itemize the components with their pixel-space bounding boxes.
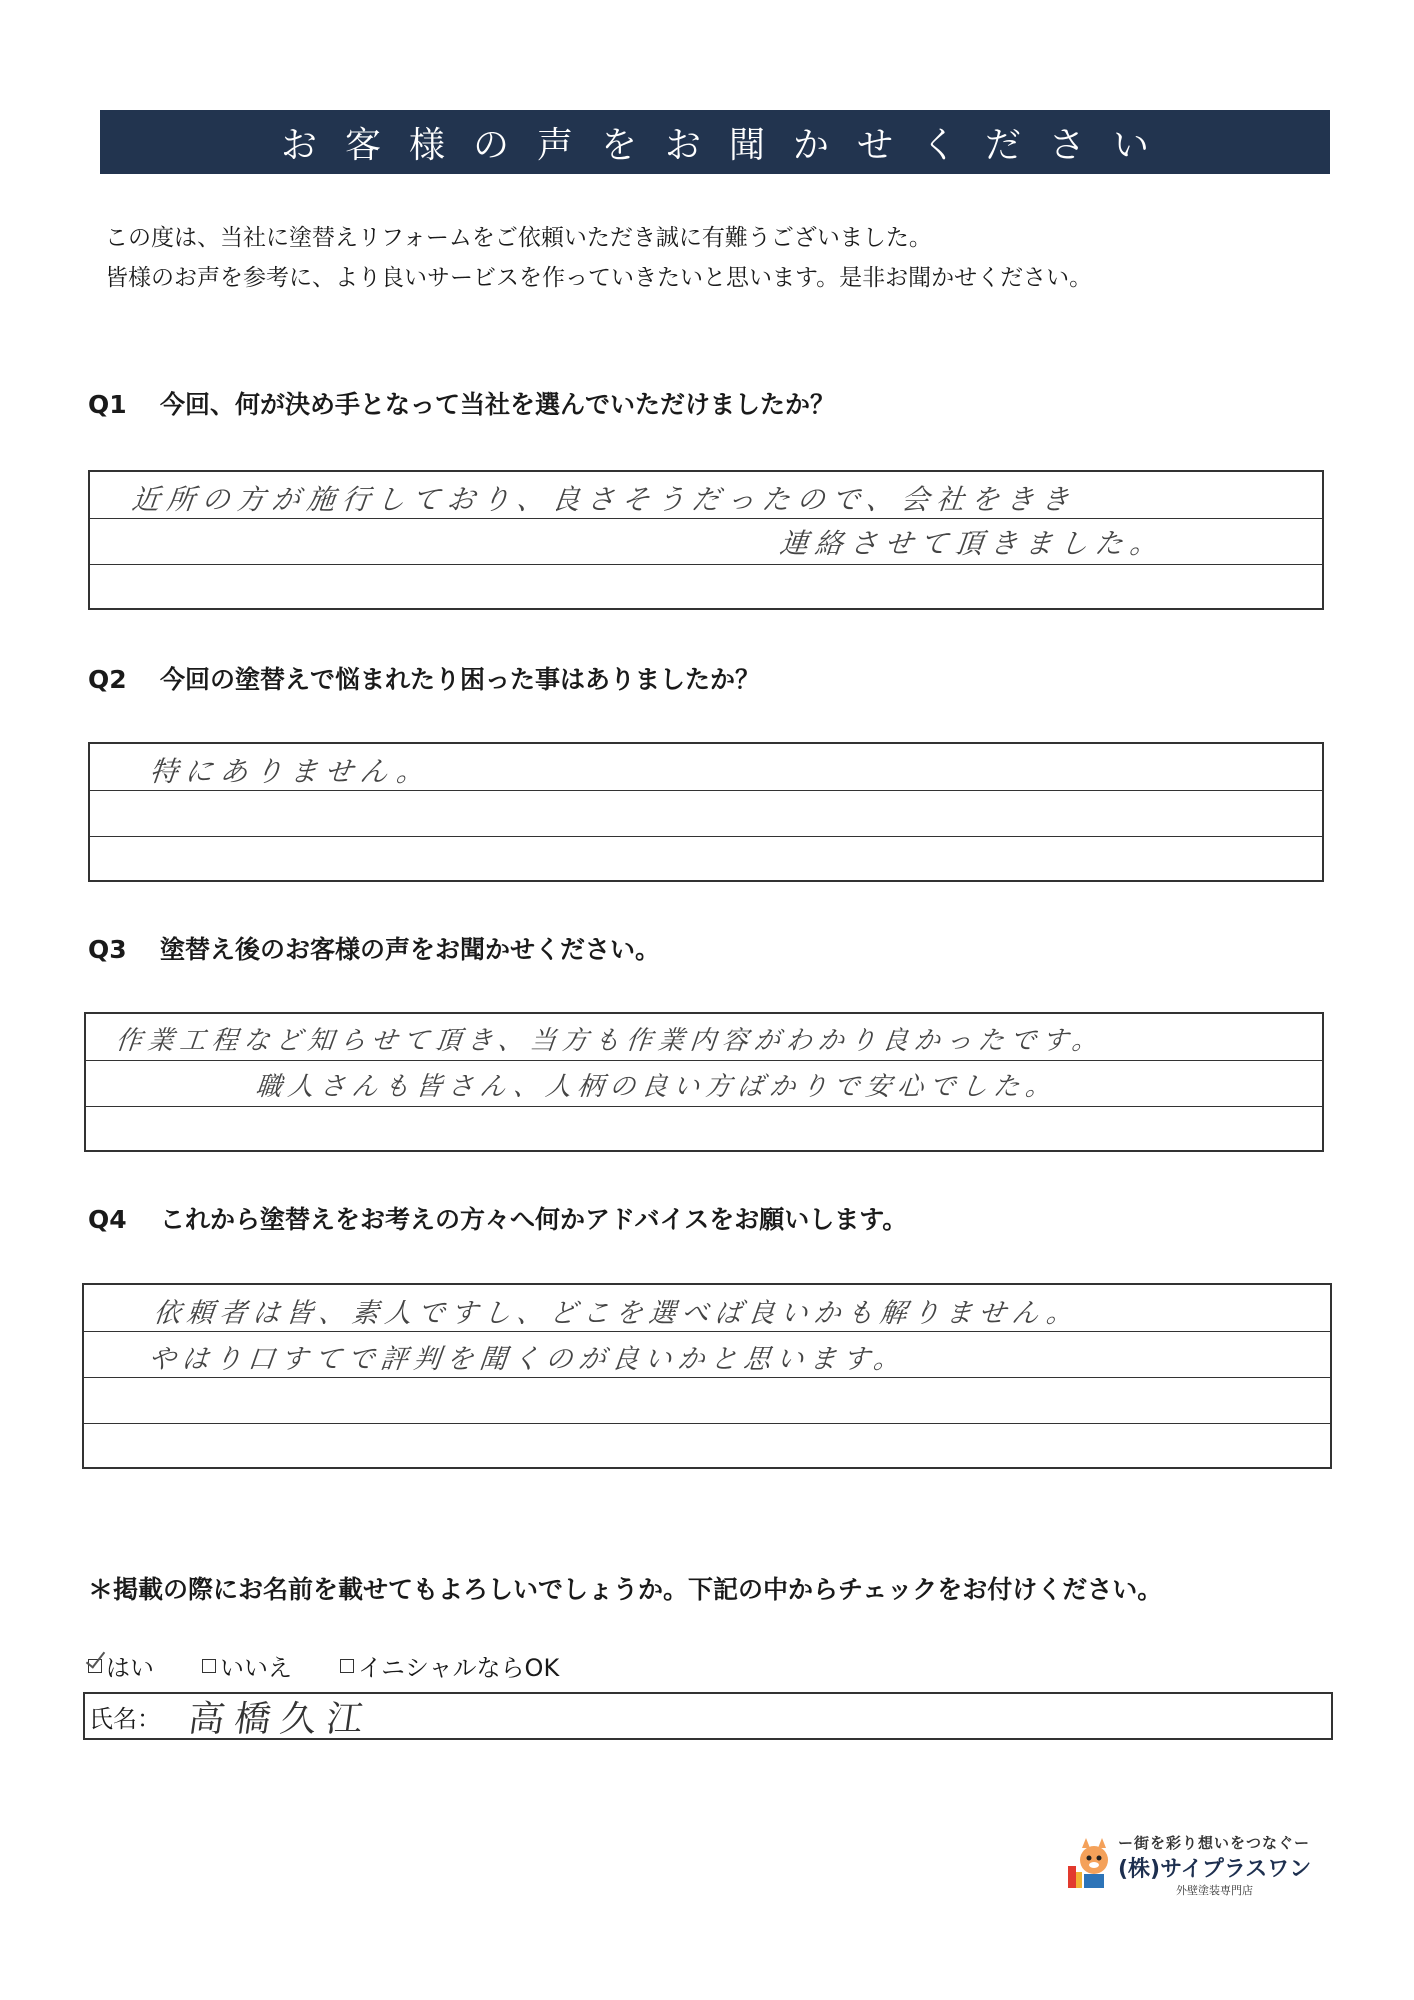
ruled-line (90, 836, 1322, 837)
logo-tagline: ー街を彩り想いをつなぐー (1118, 1834, 1311, 1852)
name-label: 氏名： (89, 1704, 161, 1733)
checkbox-initials[interactable] (340, 1659, 354, 1673)
page-title-bar (100, 110, 1330, 174)
handwritten-answer: 職人さんも皆さん、人柄の良い方ばかりで安心でした。 (254, 1072, 1059, 1102)
ruled-line (90, 564, 1322, 565)
name-field[interactable] (83, 1692, 1333, 1740)
consent-question: ＊掲載の際にお名前を載せてもよろしいでしょうか。下記の中からチェックをお付けください。 (88, 1575, 1163, 1604)
checkbox-no[interactable] (202, 1659, 216, 1673)
option-initials[interactable] (340, 1648, 559, 1683)
question-4 (88, 1200, 907, 1236)
handwritten-answer: 依頼者は皆、素人ですし、どこを選べば良いかも解りません。 (152, 1298, 1081, 1329)
handwritten-answer: 連絡させて頂きました。 (778, 527, 1167, 560)
question-number: Q4 (88, 1205, 127, 1234)
name-value: 高橋久江 (185, 1698, 376, 1740)
handwritten-answer: 近所の方が施行しており、良さそうだったので、会社をきき (130, 483, 1079, 516)
question-3 (88, 930, 660, 966)
ruled-line (84, 1331, 1330, 1332)
logo-subtitle: 外壁塗装専門店 (1176, 1884, 1253, 1897)
intro-text (105, 218, 1092, 298)
answer-box-2[interactable] (88, 742, 1324, 882)
option-label: イニシャルならOK (358, 1654, 560, 1682)
answer-box-4[interactable] (82, 1283, 1332, 1469)
answer-box-3[interactable] (84, 1012, 1324, 1152)
company-logo (1064, 1830, 1312, 1900)
ruled-line (86, 1106, 1322, 1107)
question-text: 今回、何が決め手となって当社を選んでいただけましたか？ (160, 390, 836, 419)
intro-line: 皆様のお声を参考に、より良いサービスを作っていきたいと思います。是非お聞かせください。 (105, 265, 1093, 291)
answer-box-1[interactable] (88, 470, 1324, 610)
ruled-line (86, 1060, 1322, 1061)
intro-line: この度は、当社に塗替えリフォームをご依頼いただき誠に有難うございました。 (105, 225, 932, 251)
question-text: これから塗替えをお考えの方々へ何かアドバイスをお願いします。 (160, 1205, 908, 1234)
option-no[interactable] (202, 1648, 292, 1683)
question-number: Q1 (88, 390, 127, 419)
handwritten-answer: 作業工程など知らせて頂き、当方も作業内容がわかり良かったです。 (114, 1026, 1106, 1056)
ruled-line (84, 1377, 1330, 1378)
question-number: Q3 (88, 935, 127, 964)
question-text: 今回の塗替えで悩まれたり困った事はありましたか？ (160, 665, 761, 694)
ruled-line (84, 1423, 1330, 1424)
ruled-line (90, 790, 1322, 791)
option-yes[interactable] (88, 1648, 154, 1683)
checkbox-yes[interactable] (88, 1659, 102, 1673)
ruled-line (90, 518, 1322, 519)
question-text: 塗替え後のお客様の声をお聞かせください。 (160, 935, 661, 964)
logo-company-name: (株)サイプラスワン (1118, 1857, 1312, 1882)
question-1 (88, 385, 835, 421)
question-2 (88, 660, 760, 696)
option-label: はい (106, 1654, 154, 1682)
option-label: いいえ (220, 1654, 292, 1682)
handwritten-answer: やはり口すてで評判を聞くのが良いかと思います。 (147, 1344, 908, 1375)
page-title: お客様の声をお聞かせください (280, 124, 1177, 166)
question-number: Q2 (88, 665, 127, 694)
mascot-icon (1064, 1836, 1114, 1892)
consent-options (88, 1648, 559, 1683)
handwritten-answer: 特にありません。 (148, 755, 434, 788)
